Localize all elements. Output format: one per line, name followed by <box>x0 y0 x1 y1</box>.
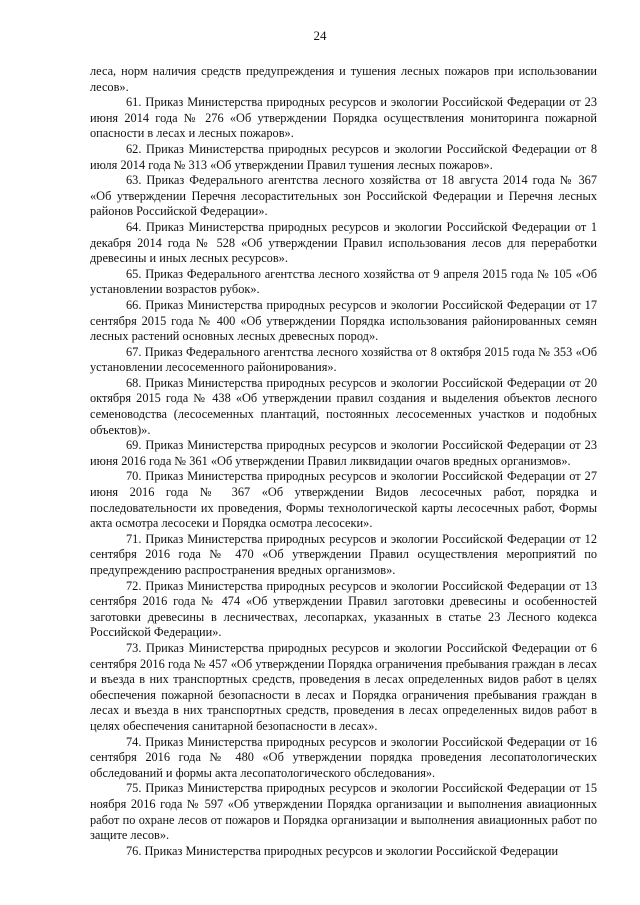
document-body <box>90 64 597 859</box>
list-item-68: 68. Приказ Министерства природных ресурсов и экологии Российской Федерации от 20 октября 2015 года № 438 «Об утверждении правил создания и выделения объектов лесного семеноводства (лесосеменных плантаций, постоянных лесосеменных участков и подобных объектов)». <box>90 375 597 437</box>
list-item-64: 64. Приказ Министерства природных ресурсов и экологии Российской Федерации от 1 декабря 2014 года № 528 «Об утверждении Правил использования лесов для переработки древесины и иных лесных ресурсов». <box>90 219 597 266</box>
list-item-74: 74. Приказ Министерства природных ресурсов и экологии Российской Федерации от 16 сентября 2016 года № 480 «Об утверждении порядка проведения лесопатологических обследований и формы акта лесопатологического обследования». <box>90 734 597 780</box>
list-item-72: 72. Приказ Министерства природных ресурсов и экологии Российской Федерации от 13 сентября 2016 года № 474 «Об утверждении Правил заготовки древесины и особенностей заготовки древесины в лесничествах, лесопарках, указанных в статье 23 Лесного кодекса Российской Федерации». <box>90 578 597 640</box>
list-item-75: 75. Приказ Министерства природных ресурсов и экологии Российской Федерации от 15 ноября 2016 года № 597 «Об утверждении Порядка организации и выполнения авиационных работ по охране лесов от пожаров и Порядка организации и выполнения авиационных работ по защите лесов». <box>90 781 597 843</box>
list-item-62: 62. Приказ Министерства природных ресурсов и экологии Российской Федерации от 8 июля 2014 года № 313 «Об утверждении Правил тушения лесных пожаров». <box>90 141 597 172</box>
list-item-69: 69. Приказ Министерства природных ресурсов и экологии Российской Федерации от 23 июня 2016 года № 361 «Об утверждении Правил ликвидации очагов вредных организмов». <box>90 438 597 468</box>
paragraph-continuation: леса, норм наличия средств предупреждения и тушения лесных пожаров при использовании лесов». <box>90 64 597 94</box>
list-item-67: 67. Приказ Федерального агентства лесного хозяйства от 8 октября 2015 года № 353 «Об установлении лесосеменного районирования». <box>90 344 597 375</box>
list-item-70: 70. Приказ Министерства природных ресурсов и экологии Российской Федерации от 27 июня 2016 года № 367 «Об утверждении Видов лесосечных работ, порядка и последовательности их проведения, Формы технологической карты лесосечных работ, Формы акта осмотра лесосеки и Порядка осмотра лесосеки». <box>90 469 597 531</box>
list-item-73: 73. Приказ Министерства природных ресурсов и экологии Российской Федерации от 6 сентября 2016 года № 457 «Об утверждении Порядка ограничения пребывания граждан в лесах и въезда в них транспортных средств, проведения в лесах определенных видов работ в целях обеспечения пожарной безопасности в лесах и Порядка ограничения пребывания граждан в лесах и въезда в них транспортных средств, проведения в лесах определенных видов работ в целях обеспечения санитарной безопасности в лесах». <box>90 640 597 733</box>
list-item-66: 66. Приказ Министерства природных ресурсов и экологии Российской Федерации от 17 сентября 2015 года № 400 «Об утверждении Порядка использования районированных семян лесных растений основных лесных древесных пород». <box>90 297 597 344</box>
list-item-61: 61. Приказ Министерства природных ресурсов и экологии Российской Федерации от 23 июня 2014 года № 276 «Об утверждении Порядка осуществления мониторинга пожарной опасности в лесах и лесных пожаров». <box>90 95 597 141</box>
list-item-71: 71. Приказ Министерства природных ресурсов и экологии Российской Федерации от 12 сентября 2016 года № 470 «Об утверждении Правил осуществления мероприятий по предупреждению распространения вредных организмов». <box>90 531 597 577</box>
list-item-65: 65. Приказ Федерального агентства лесного хозяйства от 9 апреля 2015 года № 105 «Об установлении возрастов рубок». <box>90 266 597 297</box>
list-item-76: 76. Приказ Министерства природных ресурсов и экологии Российской Федерации <box>126 843 559 858</box>
list-item-63: 63. Приказ Федерального агентства лесного хозяйства от 18 августа 2014 года № 367 «Об утверждении Перечня лесорастительных зон Российской Федерации и Перечня лесных районов Российской Федерации». <box>90 173 597 219</box>
page-number: 24 <box>313 28 327 43</box>
